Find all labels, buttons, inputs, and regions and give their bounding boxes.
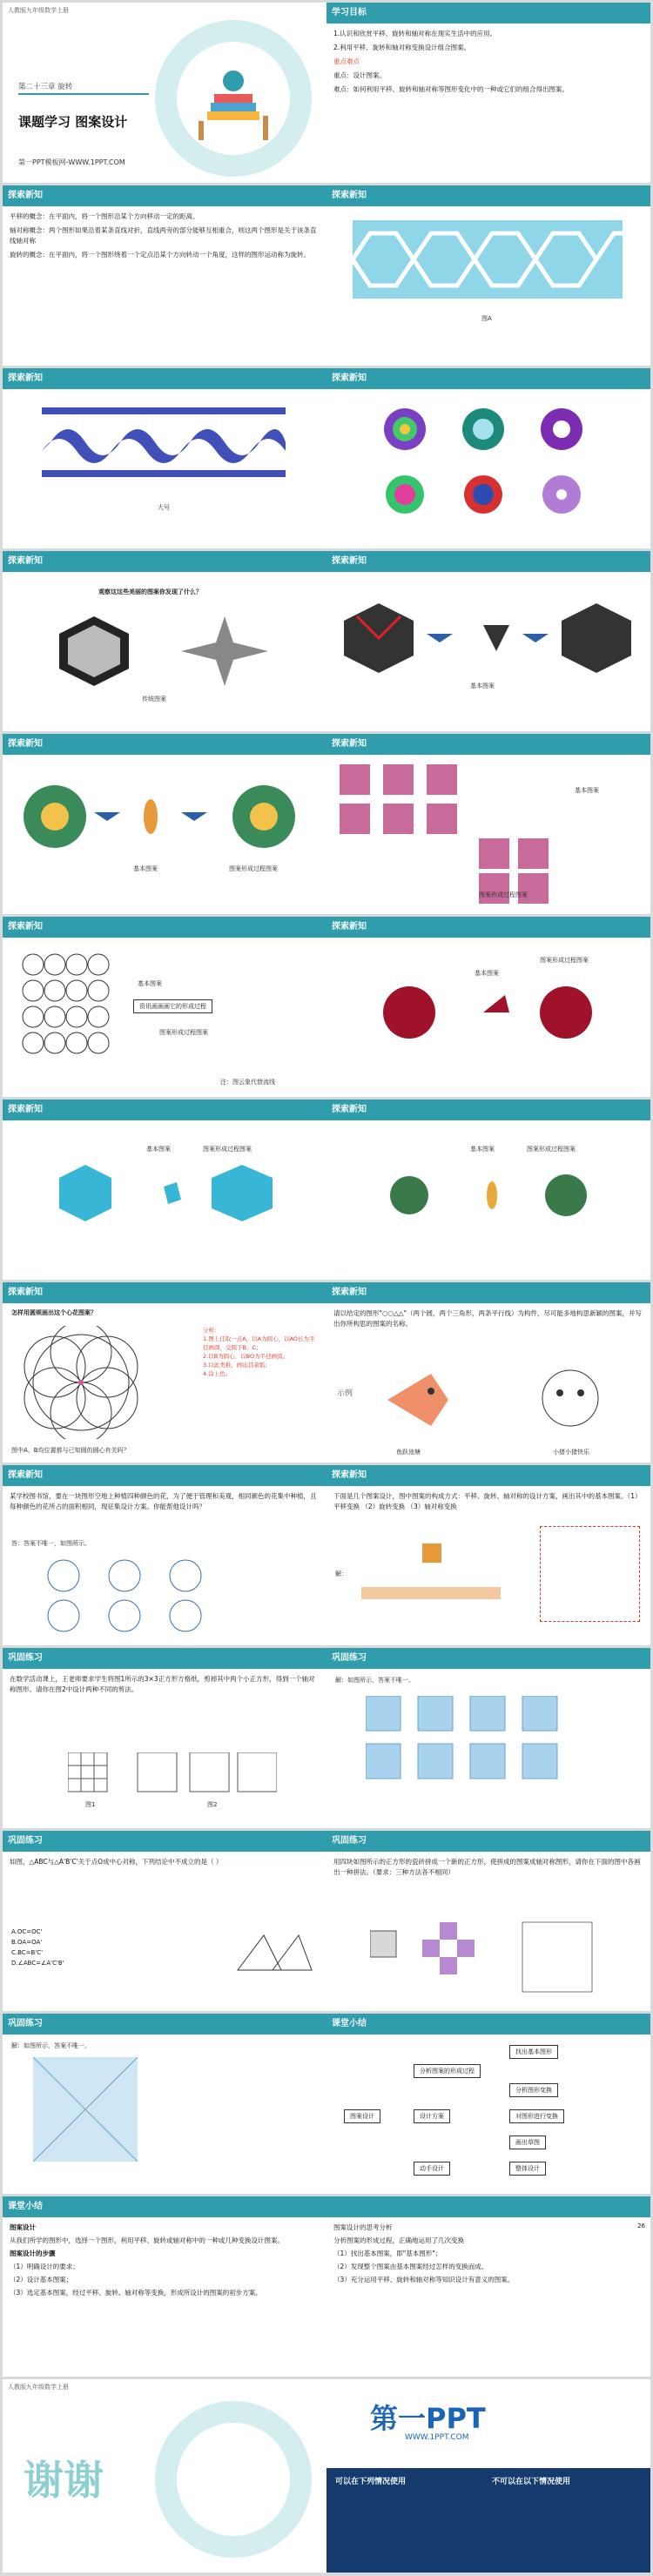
- lattice-pattern-image: [353, 220, 623, 299]
- base-label: 基本图案: [146, 1146, 171, 1153]
- text-line: （2）设计基本图案；: [10, 2276, 73, 2283]
- slide-body: 在数学活动课上，王老师要求学生将图1所示的3×3正方形方格纸，剪掉其中两个小正方形，得到一个轴对称图形。请你在图2中设计两种不同的剪法。: [10, 1675, 315, 1693]
- step: 3.以此类推，画出其余弧；: [203, 1362, 271, 1369]
- slide-star-leaf[interactable]: [326, 1100, 650, 1280]
- text-line: 平移的概念：在平面内，将一个图形沿某个方向移动一定的距离。: [10, 212, 199, 220]
- text-line: 重点：设计图案。: [333, 71, 386, 79]
- slide-traditional[interactable]: [3, 551, 326, 731]
- result-label: 图案形成过程图案: [203, 1146, 252, 1153]
- design-chain-image: [361, 1535, 535, 1631]
- slide-header: 探索新知: [326, 917, 650, 938]
- slide-pinwheel[interactable]: [326, 734, 650, 914]
- note: 注：图云象代替流线: [220, 1079, 275, 1086]
- question: 怎样用圆规画出这个心花图案？: [11, 1309, 97, 1316]
- text-line: （1）明确设计的要求；: [10, 2263, 79, 2270]
- caption: 图A: [481, 315, 492, 322]
- answer-note: 答：答案不唯一，如图所示。: [11, 1540, 91, 1547]
- example-figures-image: [379, 1365, 631, 1435]
- slide-header: 探索新知: [3, 1465, 326, 1486]
- question: 观察这这些美丽的图案你发现了什么？: [98, 589, 202, 595]
- slide-flower-compass[interactable]: [3, 1282, 326, 1463]
- slide-body: [333, 2223, 643, 2370]
- slide-creative-design[interactable]: [326, 1282, 650, 1463]
- tree-leaf: 分析图形变换: [509, 2083, 558, 2097]
- slide-exercise-triangle[interactable]: [3, 1831, 326, 2011]
- slide-header: 探索新知: [326, 1282, 650, 1303]
- base-label: 基本图案: [133, 865, 158, 872]
- tile-answer-image: [33, 2057, 138, 2162]
- slide-header: 课堂小结: [3, 2196, 326, 2217]
- license-col-deny: 不可以在以下情况使用: [492, 2478, 571, 2486]
- license-col-allow: 可以在下列情况使用: [335, 2478, 407, 2486]
- slide-flowerbed[interactable]: [3, 1465, 326, 1645]
- fig-label: 图1: [85, 1801, 96, 1808]
- text-line: 分析图案的形成过程，正确地运用了几次变换: [333, 2236, 464, 2244]
- cover-chapter: 第二十三章 旋转: [18, 83, 73, 91]
- tree-root: 图案设计: [344, 2109, 380, 2123]
- slide-summary-text[interactable]: [3, 2196, 326, 2377]
- slide-tile-design[interactable]: [326, 1831, 650, 2011]
- option[interactable]: B.OA=OA': [11, 1939, 43, 1946]
- tree-branch: 设计方案: [414, 2109, 450, 2123]
- slide-exercise-cut[interactable]: [3, 1648, 326, 1828]
- note: 图中A、B均位置都与已知圆的圆心有关吗？: [11, 1447, 130, 1454]
- result-label: 图案形成过程图案: [229, 865, 278, 872]
- slide-flowers[interactable]: [326, 368, 650, 548]
- slide-header: 探索新知: [3, 1282, 326, 1303]
- text-line: 图案设计: [10, 2223, 36, 2231]
- base-label: 基本图案: [475, 970, 499, 977]
- text-line: 图案设计的步骤: [10, 2250, 56, 2257]
- option[interactable]: A.OC=OC': [11, 1928, 43, 1935]
- slide-tile-answer[interactable]: [3, 2014, 326, 2194]
- slide-body: 用四块如图所示的正方形的瓷砖拼成一个新的正方形，使拼成的图案成轴对称图形，请你在下面的图中各画出一种拼法。（要求：三种方法各不相同）: [333, 1858, 641, 1876]
- wave-pattern-image: [20, 952, 116, 1056]
- brand-logo: 第一PPT: [370, 2402, 486, 2435]
- slide-header: 巩固练习: [3, 1648, 326, 1669]
- result-label: 图案形成过程图案: [479, 891, 528, 898]
- answer-note: 解：如图所示，答案不唯一。: [335, 1677, 414, 1684]
- grid-figures-image: [68, 1752, 277, 1796]
- tree-leaf: 整体设计: [509, 2162, 546, 2176]
- text-line: 2.利用平移、旋转和轴对称变换设计组合图案。: [333, 44, 471, 51]
- slide-red-circle[interactable]: [326, 917, 650, 1097]
- answer-note: 解：如图所示，答案不唯一。: [11, 2042, 91, 2049]
- red-circle-image: [379, 982, 596, 1043]
- tree-leaf: 对图形进行变换: [509, 2109, 564, 2123]
- slide-header: 探索新知: [326, 551, 650, 572]
- slide-header: 巩固练习: [3, 2014, 326, 2035]
- flowerbed-designs-image: [37, 1557, 299, 1635]
- slide-design-analysis[interactable]: [326, 1465, 650, 1645]
- text-line: （2）发现整个图案由基本图案经过怎样的变换而成。: [333, 2263, 488, 2270]
- slide-answer-grids[interactable]: [326, 1648, 650, 1828]
- text-line: 难点：如何利用平移、旋转和轴对称等图形变化中的一种或它们的组合得出图案。: [333, 85, 569, 93]
- license-panel: [326, 2468, 650, 2573]
- page-number: 26: [637, 2223, 645, 2230]
- slide-header: 探索新知: [326, 734, 650, 755]
- slide-header: 探索新知: [3, 734, 326, 755]
- answer-label: 解：: [335, 1570, 347, 1577]
- hexagon-process-image: [344, 603, 631, 673]
- leaf-rotation-image: [20, 782, 307, 851]
- slide-header: 探索新知: [3, 185, 326, 206]
- process-box: 资讯画画画它的形成过程: [133, 999, 212, 1013]
- slide-summary-tree[interactable]: [326, 2014, 650, 2194]
- example-caption: 小猪小猪快乐: [553, 1449, 589, 1456]
- slide-leaf-rotation[interactable]: [3, 734, 326, 914]
- decor-circle-inner: [177, 2423, 290, 2536]
- slide-header: 探索新知: [326, 1465, 650, 1486]
- slide-header: 探索新知: [326, 1100, 650, 1120]
- steps: [203, 1326, 320, 1378]
- options: [11, 1927, 64, 1968]
- slide-concepts[interactable]: [3, 185, 326, 366]
- text-line: （1）找出基本图案，即"基本图形"；: [333, 2250, 442, 2257]
- cover-credit: 第一PPT模板网-WWW.1PPT.COM: [18, 158, 125, 166]
- text-line: 1.认识和欣赏平移、旋转和轴对称在现实生活中的应用。: [333, 30, 497, 37]
- tile-designs-image: [370, 1914, 623, 1996]
- answer-grids-image: [366, 1696, 618, 1783]
- slide-hexagon-process[interactable]: [326, 551, 650, 731]
- divider: [18, 93, 149, 95]
- flower-patterns-image: [379, 403, 596, 525]
- slide-body: 请以给定的图形"○○△△"（两个圆，两个三角形，两条平行线）为构件，尽可能多地构思新颖的图案，并写出你所构思的图案的名称。: [333, 1309, 643, 1328]
- fig-label: 图2: [207, 1801, 218, 1808]
- text-line: 旋转的概念：在平面内，将一个图形绕着一个定点沿某个方向转动一个角度，这样的图形运动称为旋转。: [10, 251, 310, 259]
- slide-objectives[interactable]: [326, 3, 650, 183]
- pinwheel-grid-image: [340, 764, 566, 908]
- slide-header: 巩固练习: [3, 1831, 326, 1852]
- option[interactable]: C.BC=B'C': [11, 1949, 44, 1956]
- slide-lattice[interactable]: [326, 185, 650, 366]
- text-line: （3）选定基本图案，经过平移、旋转、轴对称等变换，形成所设计的图案的初步方案。: [10, 2289, 262, 2297]
- slide-snowflake[interactable]: [3, 1100, 326, 1280]
- base-label: 基本图案: [575, 787, 599, 794]
- slide-header: 探索新知: [326, 368, 650, 389]
- flower-compass-image: [20, 1326, 142, 1439]
- books-illustration-icon: [199, 64, 268, 142]
- hint-box: [540, 1526, 640, 1622]
- slide-header: 探索新知: [3, 551, 326, 572]
- top-label: 人教版九年级数学上册: [8, 2384, 69, 2391]
- caption: 基本图案: [470, 683, 495, 689]
- slide-brand[interactable]: [326, 2379, 650, 2573]
- slide-header: 探索新知: [3, 1100, 326, 1120]
- caption: 传统图案: [142, 696, 166, 703]
- result-label: 图案形成过程图案: [527, 1146, 576, 1153]
- tree-leaf: 画出草图: [509, 2135, 546, 2149]
- slide-body: 某学校图书馆，要在一块图形空地上种植四种颜色的花，为了便于管理和美观，相同颜色的花集中种植，且每种颜色的花所占的面积相同，现征集设计方案。你能帮他设计吗？: [10, 1492, 317, 1510]
- step: 分析：: [203, 1327, 220, 1334]
- text-line: 轴对称概念：两个图形如果沿着某条直线对折，直线两旁的部分能够互相重合，则这两个图形是关于该条直线轴对称: [10, 226, 317, 245]
- text-line: （3）充分运用平移、旋转和轴对称等知识设计有意义的图案。: [333, 2276, 515, 2283]
- slide-body: [10, 2223, 320, 2370]
- step: 2.以B为圆心，以BO为半径画弧；: [203, 1353, 289, 1360]
- option[interactable]: D.∠ABC=∠A'C'B': [11, 1960, 64, 1967]
- slide-body: 如图，△ABC与△A'B'C'关于点O成中心对称，下列结论中不成立的是（ ）: [10, 1858, 223, 1866]
- slide-header: 探索新知: [3, 368, 326, 389]
- slide-body: [10, 212, 320, 359]
- slide-header: 探索新知: [326, 185, 650, 206]
- tree-leaf: 找出基本图形: [509, 2045, 558, 2059]
- result-label: 图案形成过程图案: [159, 1029, 208, 1036]
- slide-weave[interactable]: [3, 368, 326, 548]
- weave-pattern-image: [42, 407, 286, 477]
- slide-waves[interactable]: [3, 917, 326, 1097]
- step: 1.图上任取一点A，以A为圆心，以AO长为半径画圆，交圆于B、C；: [203, 1335, 315, 1351]
- cover-top-label: 人教版九年级数学上册: [8, 7, 69, 14]
- caption: 大号: [158, 504, 170, 511]
- base-label: 基本图案: [138, 980, 162, 987]
- brand-url[interactable]: WWW.1PPT.COM: [405, 2433, 469, 2442]
- base-label: 基本图案: [470, 1146, 495, 1153]
- slide-header: 巩固练习: [326, 1648, 650, 1669]
- tree-branch: 动手设计: [414, 2162, 450, 2176]
- slide-body: [333, 29, 643, 176]
- thanks-text: 谢谢: [24, 2457, 104, 2504]
- text-line: 图案设计的思考分析: [333, 2223, 393, 2231]
- slide-thanks[interactable]: [3, 2379, 326, 2573]
- slide-header: 学习目标: [326, 3, 650, 24]
- text-line: 重点难点: [333, 57, 360, 65]
- slide-body: 下面是几个图案设计，图中图案的构成方式：平移、旋转、轴对称的设计方案，画出其中的基本图案。（1）平移变换 （2）旋转变换 （3）轴对称变换: [333, 1492, 642, 1510]
- slide-header: 课堂小结: [326, 2014, 650, 2035]
- step: 4.涂上色。: [203, 1370, 232, 1377]
- slide-summary-steps[interactable]: [326, 2196, 650, 2377]
- slide-header: [326, 2196, 650, 2217]
- hexagon-star-image: [59, 616, 268, 686]
- snowflake-image: [55, 1160, 281, 1230]
- tree-branch: 分析图案的形成过程: [414, 2064, 481, 2078]
- slide-cover[interactable]: [3, 3, 326, 183]
- triangles-image: [229, 1918, 316, 1979]
- slide-header: 探索新知: [3, 917, 326, 938]
- result-label: 图案形成过程图案: [540, 957, 589, 964]
- cover-title: 课题学习 图案设计: [18, 114, 128, 130]
- text-line: 从我们所学的图形中，选择一个图形，利用平移、旋转或轴对称中的一种或几种变换设计图案。: [10, 2236, 284, 2244]
- example-label: 示例: [337, 1389, 353, 1398]
- slide-header: 巩固练习: [326, 1831, 650, 1852]
- example-caption: 鱼跃池塘: [396, 1449, 421, 1456]
- star-leaf-image: [379, 1160, 605, 1230]
